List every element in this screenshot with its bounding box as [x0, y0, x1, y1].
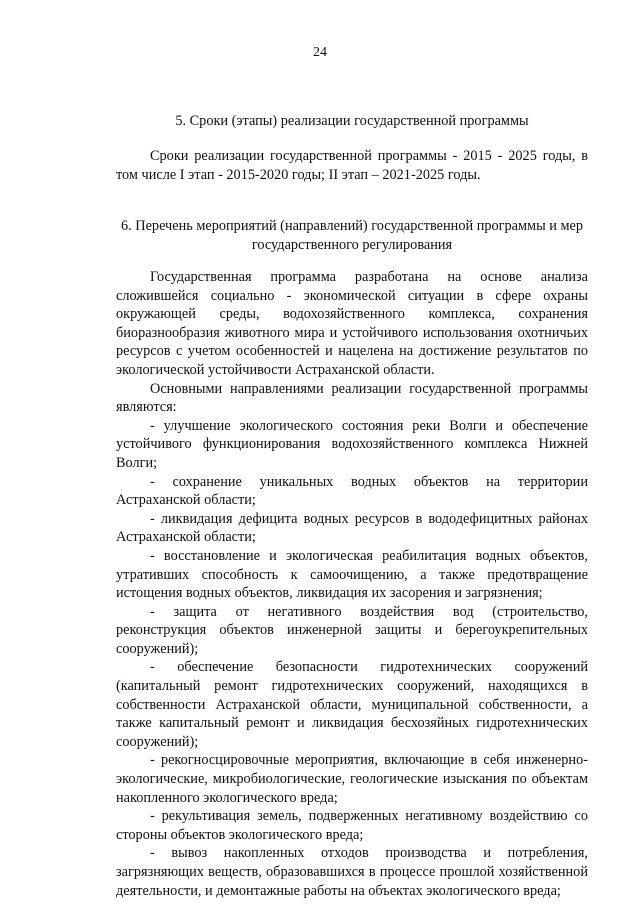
section-5-body [116, 147, 588, 184]
list-item: - ликвидация дефицита водных ресурсов в вододефицитных районах Астраханской области; [116, 510, 588, 546]
list-item: - улучшение экологического состояния реки Волги и обеспечение устойчивого функционирования водохозяйственного комплекса Нижней Волги; [116, 417, 588, 471]
list-item: - рекогносцировочные мероприятия, включающие в себя инженерно-экологические, микробиологические, геологические изыскания по объектам накопленного экологического вреда; [116, 752, 588, 806]
list-item: - восстановление и экологическая реабилитация водных объектов, утративших способность к самоочищению, а также предотвращение истощения водных объектов, ликвидация их засорения и загрязнения; [116, 547, 588, 602]
list-item: - защита от негативного воздействия вод (строительство, реконструкция объектов инженерной защиты и берегоукрепительных сооружений); [116, 603, 588, 657]
section-6-heading-block [116, 217, 588, 254]
list-item: - вывоз накопленных отходов производства и потребления, загрязняющих веществ, образовавшихся в процессе прошлой хозяйственной деятельности, и демонтажные работы на объектах экологического вреда; [116, 845, 588, 899]
directions-intro: Основными направлениями реализации государственной программы являются: [116, 380, 588, 416]
section-6-body [116, 268, 588, 900]
section-6-heading: 6. Перечень мероприятий (направлений) государственной программы и мер государственного регулирования [120, 218, 584, 253]
section-6-intro: Государственная программа разработана на основе анализа сложившейся социально - экономической ситуации в сфере охраны окружающей среды, водохозяйственного комплекса, сохранения биоразнообразия животного мира и устойчивого использования охотничьих ресурсов с учетом особенностей и нацелена на достижение результатов по экологической устойчивости Астраханской области. [116, 269, 588, 378]
list-item: - обеспечение безопасности гидротехнических сооружений (капитальный ремонт гидротехнических сооружений, находящихся в собственности Астраханской области, муниципальной собственности, а также капитальный ремонт и ликвидация бесхозяйных гидротехнических сооружений); [116, 659, 588, 750]
section-5-heading-block [116, 112, 588, 131]
list-item: - сохранение уникальных водных объектов на территории Астраханской области; [116, 473, 588, 509]
section-5-heading: 5. Сроки (этапы) реализации государственной программы [175, 113, 529, 129]
list-item: - рекультивация земель, подверженных негативному воздействию со стороны объектов экологического вреда; [116, 808, 588, 843]
page-number: 24 [313, 45, 327, 60]
section-5-text: Сроки реализации государственной программы - 2015 - 2025 годы, в том числе I этап - 2015-2020 годы; II этап – 2021-2025 годы. [116, 148, 588, 183]
